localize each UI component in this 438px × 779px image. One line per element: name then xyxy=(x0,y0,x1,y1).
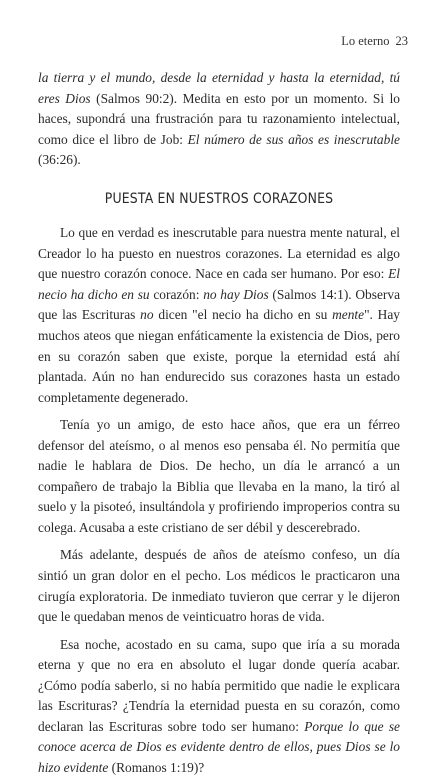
quote-romans-1: Porque lo que se conoce acerca de Dios es evidente dentro de ellos, pues Dios se lo hizo evidente xyxy=(38,718,400,775)
quote-psalm-90: la tierra y el mundo, desde la eternidad y hasta la eternidad, tú eres Dios xyxy=(38,70,400,106)
page-number: 23 xyxy=(395,34,408,48)
running-head xyxy=(341,34,408,49)
body-text xyxy=(38,68,400,779)
paragraph-4: Más adelante, después de años de ateísmo confeso, un día sintió un gran dolor en el pecho. Los médicos le practicaron una cirugía exploratoria. De inmediato tuvieron que cerrar y le dijeron que le quedaban menos de veinticuatro horas de vida. xyxy=(38,547,400,625)
paragraph-5: Esa noche, acostado en su cama, supo que iría a su morada eterna y que no era en absoluto el lugar donde quería acabar. ¿Cómo podía saberlo, si no había permitido que nadie le explicara las Escrituras? ¿Tendría la eternidad puesta en su corazón, como declaran las Escrituras sobre todo ser humano: Porque lo que se conoce acerca de Dios es evidente dentro de ellos, pues Dios se lo hizo evidente (Romanos 1:19)? xyxy=(38,636,400,775)
paragraph-2: Lo que en verdad es inescrutable para nuestra mente natural, el Creador lo ha puesto en nuestros corazones. La eternidad es algo que nuestro corazón conoce. Nace en cada ser humano. Por eso: El necio ha dicho en su corazón: no hay Dios (Salmos 14:1). Observa que las Escrituras no dicen "el necio ha dicho en su mente". Hay muchos ateos que niegan enfáticamente la existencia de Dios, pero en su corazón saben que existe, porque la eternidad está ahí plantada. Aún no han endurecido sus corazones hasta un estado completamente degenerado. xyxy=(38,225,401,405)
paragraph-1: la tierra y el mundo, desde la eternidad y hasta la eternidad, tú eres Dios (Salmos 90:2). Medita en esto por un momento. Si lo haces, supondrá una frustración para tu razonamiento intelectual, como dice el libro de Job: El número de sus años es inescrutable (36:26). xyxy=(38,70,400,168)
section-heading: PUESTA EN NUESTROS CORAZONES xyxy=(104,190,334,207)
quote-job-36: El número de sus años es inescrutable xyxy=(187,131,400,147)
running-head-title: Lo eterno xyxy=(341,34,390,48)
paragraph-3: Tenía yo un amigo, de esto hace años, que era un férreo defensor del ateísmo, o al menos eso pensaba él. No permitía que nadie le hablara de Dios. De hecho, un día le arrancó a un compañero de trabajo la Biblia que llevaba en la mano, la tiró al suelo y la pisoteó, insultándola y profiriendo improperios contra su colega. Acusaba a este cristiano de ser débil y descerebrado. xyxy=(38,417,400,535)
